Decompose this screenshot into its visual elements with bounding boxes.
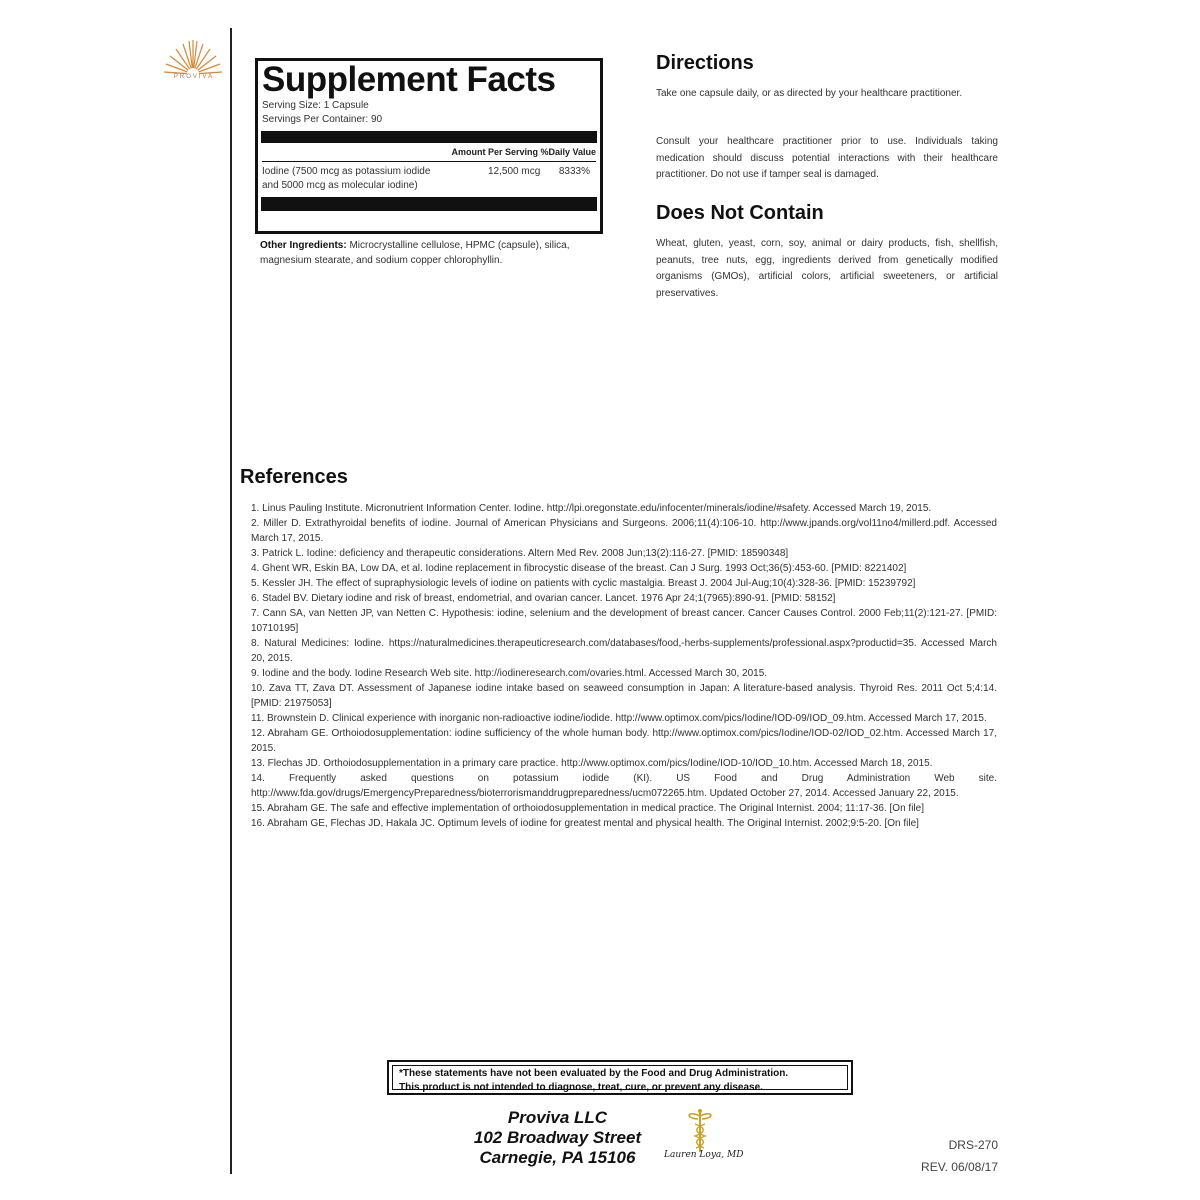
other-ingredients-text: Microcrystalline cellulose, HPMC (capsule), silica, magnesium stearate, and sodium copper chlorophyllin. xyxy=(260,240,570,266)
reference-item: 15. Abraham GE. The safe and effective implementation of orthoiodosupplementation in medical practice. The Original Internist. 2004; 11:17-36. [On file] xyxy=(251,803,924,814)
fda-disclaimer-box xyxy=(387,1060,853,1095)
reference-item: 10. Zava TT, Zava DT. Assessment of Japanese iodine intake based on seaweed consumption in Japan: A literature-based analysis. Thyroid Res. 2011 Oct 5;4:14. [PMID: 21975053] xyxy=(251,683,997,709)
fda-disclaimer-line: *These statements have not been evaluated by the Food and Drug Administration. xyxy=(399,1068,789,1079)
supplement-facts-panel xyxy=(255,58,603,234)
reference-item: 6. Stadel BV. Dietary iodine and risk of breast, endometrial, and ovarian cancer. Lancet. 1976 Apr 24;1(7965):890-91. [PMID: 58152] xyxy=(251,593,836,604)
doc-number: DRS-270 xyxy=(948,1138,998,1152)
physician-signature: Lauren Loya, MD xyxy=(664,1150,744,1160)
document-code xyxy=(900,1134,998,1178)
nutrient-row xyxy=(262,165,596,193)
amount-per-serving-header: Amount Per Serving %Daily Value xyxy=(262,145,596,162)
reference-item: 9. Iodine and the body. Iodine Research Web site. http://iodineresearch.com/ovaries.html. Accessed March 30, 2015. xyxy=(251,668,768,679)
reference-item: 5. Kessler JH. The effect of supraphysiologic levels of iodine on patients with cyclic mastalgia. Breast J. 2004 Jul-Aug;10(4):328-36. [PMID: 15239792] xyxy=(251,578,916,589)
reference-item: 8. Natural Medicines: Iodine. https://naturalmedicines.therapeuticresearch.com/databases/food,-herbs-supplements/professional.aspx?productid=35. Accessed March 20, 2015. xyxy=(251,638,997,664)
reference-item: 14. Frequently asked questions on potassium iodide (KI). US Food and Drug Administration Web site. http://www.fda.gov/drugs/EmergencyPreparedness/bioterrorismanddrugpreparedness/ucm072265.htm. Updated October 27, 2014. Accessed January 22, 2015. xyxy=(251,773,997,799)
nutrient-name: Iodine (7500 mcg as potassium iodide xyxy=(262,166,431,177)
nutrient-amount: 12,500 mcg xyxy=(488,166,541,177)
company-name: Proviva LLC xyxy=(507,1108,608,1127)
vertical-divider xyxy=(230,28,232,1174)
references-heading: References xyxy=(240,466,348,488)
reference-item: 3. Patrick L. Iodine: deficiency and therapeutic considerations. Altern Med Rev. 2008 Jun;13(2):116-27. [PMID: 18590348] xyxy=(251,548,789,559)
street-address: 102 Broadway Street xyxy=(473,1128,642,1147)
revision-date: REV. 06/08/17 xyxy=(921,1160,998,1174)
fda-disclaimer-line: This product is not intended to diagnose, treat, cure, or prevent any disease. xyxy=(399,1082,763,1093)
directions-text: Take one capsule daily, or as directed by your healthcare practitioner. xyxy=(656,88,963,99)
reference-item: 11. Brownstein D. Clinical experience with inorganic non-radioactive iodine/iodide. http://www.optimox.com/pics/Iodine/IOD-09/IOD_09.htm. Accessed March 17, 2015. xyxy=(251,713,987,724)
reference-item: 4. Ghent WR, Eskin BA, Low DA, et al. Iodine replacement in fibrocystic disease of the breast. Can J Surg. 1993 Oct;36(5):453-60. [PMID: 8221402] xyxy=(251,563,907,574)
other-ingredients-label: Other Ingredients: xyxy=(260,240,347,251)
reference-item: 12. Abraham GE. Orthoiodosupplementation: iodine sufficiency of the whole human body. http://www.optimox.com/pics/Iodine/IOD-02/IOD_02.htm. Accessed March 17, 2015. xyxy=(251,728,997,754)
reference-item: 1. Linus Pauling Institute. Micronutrient Information Center. Iodine. http://lpi.oregonstate.edu/infocenter/minerals/iodine/#safety. Accessed March 19, 2015. xyxy=(251,503,932,514)
other-ingredients xyxy=(260,238,600,268)
thick-divider xyxy=(261,131,597,143)
logo-wordmark: PROVIVA xyxy=(173,74,215,80)
company-address xyxy=(450,1108,665,1168)
directions-heading: Directions xyxy=(656,52,754,74)
reference-item: 16. Abraham GE, Flechas JD, Hakala JC. Optimum levels of iodine for greatest mental and physical health. The Original Internist. 2002;9:5-20. [On file] xyxy=(251,818,919,829)
does-not-contain-text: Wheat, gluten, yeast, corn, soy, animal or dairy products, fish, shellfish, peanuts, tree nuts, egg, ingredients derived from genetically modified organisms (GMOs), artificial colors, artificial sweeteners, or artificial preservatives. xyxy=(656,238,998,299)
servings-per-container: Servings Per Container: 90 xyxy=(262,114,383,125)
reference-item: 7. Cann SA, van Netten JP, van Netten C. Hypothesis: iodine, selenium and the development of breast cancer. Cancer Causes Control. 2000 Feb;11(2):121-27. [PMID: 10710195] xyxy=(251,608,997,634)
supplement-facts-title: Supplement Facts xyxy=(262,60,556,99)
nutrient-name-cont: and 5000 mcg as molecular iodine) xyxy=(262,180,418,191)
caduceus-icon xyxy=(680,1106,720,1154)
reference-item: 13. Flechas JD. Orthoiodosupplementation in a primary care practice. http://www.optimox.com/pics/Iodine/IOD-10/IOD_10.htm. Accessed March 18, 2015. xyxy=(251,758,933,769)
does-not-contain-heading: Does Not Contain xyxy=(656,202,824,224)
bottom-thick-divider xyxy=(261,197,597,211)
references-list xyxy=(251,501,997,831)
reference-item: 2. Miller D. Extrathyroidal benefits of iodine. Journal of American Physicians and Surgeons. 2006;11(4):106-10. http://www.jpands.org/vol11no4/millerd.pdf. Accessed March 17, 2015. xyxy=(251,518,997,544)
directions-warning: Consult your healthcare practitioner prior to use. Individuals taking medication should discuss potential interactions with their healthcare practitioner. Do not use if tamper seal is damaged. xyxy=(656,136,998,180)
nutrient-daily-value: 8333% xyxy=(558,166,590,177)
serving-size: Serving Size: 1 Capsule xyxy=(262,100,369,111)
city-state-zip: Carnegie, PA 15106 xyxy=(479,1148,636,1167)
proviva-logo xyxy=(160,38,226,78)
